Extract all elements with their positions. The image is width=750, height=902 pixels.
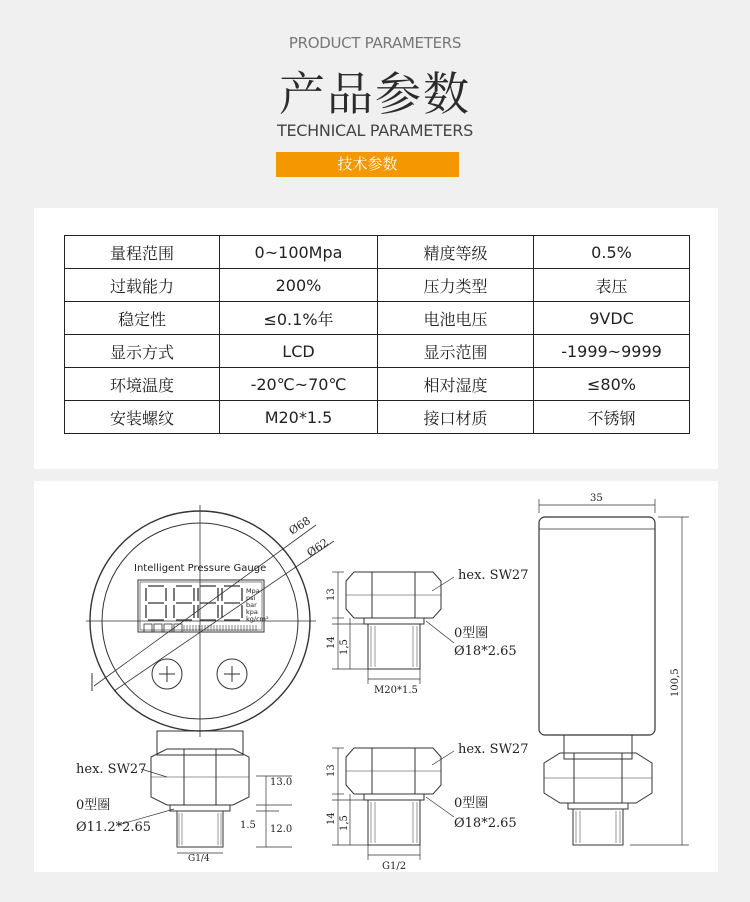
param-label: 环境温度: [65, 368, 220, 401]
header-english-bottom: TECHNICAL PARAMETERS: [277, 121, 473, 140]
param-label: 精度等级: [378, 236, 534, 269]
m20-dim-13: 13: [326, 588, 337, 601]
g12-dim-1-5: 1,5: [339, 815, 350, 831]
side-view-drawing: [539, 499, 689, 845]
gauge-thread: G1/4: [188, 854, 210, 864]
dim-phi-inner: Ø62: [304, 536, 331, 560]
param-value: 9VDC: [534, 302, 690, 335]
g12-dim-14: 14: [326, 812, 337, 825]
gauge-dim-1-5: 1.5: [240, 820, 256, 831]
g12-oring-label: 0型圈: [454, 796, 489, 811]
m20-oring-label: 0型圈: [454, 626, 489, 641]
m20-hex-label: hex. SW27: [458, 568, 529, 583]
param-value: M20*1.5: [220, 401, 378, 434]
param-label: 稳定性: [65, 302, 220, 335]
side-height-dim: 100,5: [670, 668, 681, 697]
g12-hex-label: hex. SW27: [458, 742, 529, 757]
table-row: [65, 269, 690, 302]
m20-dim-14: 14: [326, 636, 337, 649]
unit-kgcm2: kg/cm²: [246, 615, 269, 623]
param-value: 表压: [534, 269, 690, 302]
param-label: 电池电压: [378, 302, 534, 335]
m20-thread: M20*1.5: [374, 685, 418, 696]
param-label: 安装螺纹: [65, 401, 220, 434]
param-label: 显示范围: [378, 335, 534, 368]
m20-oring-size: Ø18*2.65: [454, 644, 517, 659]
section-badge: 技术参数: [276, 152, 459, 177]
param-label: 过载能力: [65, 269, 220, 302]
param-label: 量程范围: [65, 236, 220, 269]
header-chinese-title: 产品参数: [279, 67, 471, 121]
g12-thread: G1/2: [382, 861, 407, 872]
g12-fitting-drawing: [332, 748, 454, 860]
param-label: 相对湿度: [378, 368, 534, 401]
param-value: 0~100Mpa: [220, 236, 378, 269]
table-row: [65, 368, 690, 401]
parameters-panel: [34, 208, 718, 469]
unit-psi: psi: [246, 594, 256, 602]
param-label: 压力类型: [378, 269, 534, 302]
page-header: [0, 0, 750, 200]
param-value: ≤80%: [534, 368, 690, 401]
header-english-top: PRODUCT PARAMETERS: [288, 34, 462, 52]
m20-fitting-drawing: [332, 572, 454, 684]
table-row: [65, 302, 690, 335]
parameters-table: [64, 235, 690, 434]
dim-phi-outer: Ø68: [286, 514, 313, 538]
param-value: 0.5%: [534, 236, 690, 269]
unit-kpa: kpa: [246, 608, 258, 616]
gauge-dim-13: 13.0: [270, 777, 293, 788]
param-value: ≤0.1%年: [220, 302, 378, 335]
gauge-hex-label: hex. SW27: [76, 762, 147, 777]
dimension-drawing: [34, 481, 718, 872]
gauge-brand: Intelligent Pressure Gauge: [134, 563, 267, 574]
param-value: 200%: [220, 269, 378, 302]
param-value: 不锈钢: [534, 401, 690, 434]
table-row: [65, 401, 690, 434]
gauge-drawing: [86, 505, 334, 853]
param-label: 显示方式: [65, 335, 220, 368]
g12-dim-13: 13: [326, 764, 337, 777]
gauge-oring-size: Ø11.2*2.65: [76, 820, 152, 835]
table-row: [65, 335, 690, 368]
param-value: -20℃~70℃: [220, 368, 378, 401]
gauge-dim-12: 12.0: [270, 824, 293, 835]
m20-dim-1-5: 1,5: [339, 639, 350, 655]
unit-bar: bar: [246, 601, 257, 609]
unit-mpa: Mpa: [246, 587, 260, 595]
g12-oring-size: Ø18*2.65: [454, 816, 517, 831]
dimension-drawing-panel: [34, 481, 718, 872]
param-value: -1999~9999: [534, 335, 690, 368]
param-value: LCD: [220, 335, 378, 368]
table-row: [65, 236, 690, 269]
side-width-dim: 35: [590, 493, 603, 504]
param-label: 接口材质: [378, 401, 534, 434]
gauge-oring-label: 0型圈: [76, 798, 111, 813]
